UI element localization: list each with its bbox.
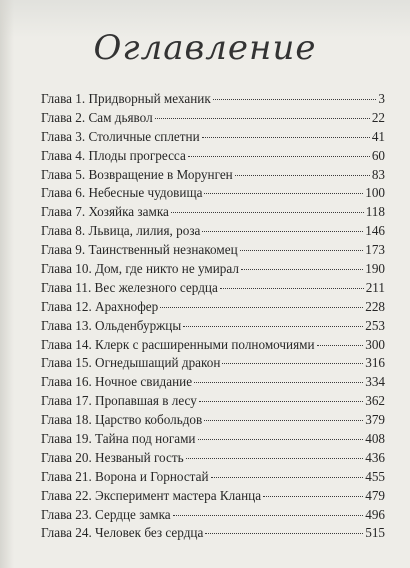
toc-entry-page: 408 — [365, 431, 385, 447]
dot-leader — [202, 137, 370, 138]
toc-entry-title: Глава 9. Таинственный незнакомец — [41, 242, 238, 258]
dot-leader — [173, 515, 364, 516]
toc-entry-page: 316 — [365, 355, 385, 371]
toc-entry — [41, 354, 385, 373]
toc-entry-title: Глава 11. Вес железного сердца — [41, 279, 218, 295]
toc-entry — [41, 279, 385, 298]
toc-entry — [41, 203, 385, 222]
toc-entry — [41, 147, 385, 166]
toc-entry — [41, 109, 385, 128]
toc-entry — [41, 184, 385, 203]
toc-entry-title: Глава 22. Эксперимент мастера Кланца — [41, 487, 262, 503]
toc-entry-page: 100 — [365, 185, 385, 201]
toc-entry — [41, 222, 385, 241]
toc-entry-title: Глава 16. Ночное свидание — [41, 374, 193, 390]
toc-entry-page: 60 — [371, 147, 385, 163]
toc-entry — [41, 336, 385, 355]
toc-entry — [41, 524, 385, 543]
toc-entry — [41, 411, 385, 430]
toc-entry-title: Глава 14. Клерк с расширенными полномочиями — [41, 336, 315, 352]
toc-entry — [41, 430, 385, 449]
toc-entry-page: 479 — [365, 487, 385, 503]
dot-leader — [186, 458, 364, 459]
toc-entry — [41, 468, 385, 487]
toc-entry-title: Глава 18. Царство кобольдов — [41, 412, 203, 428]
toc-entry-title: Глава 19. Тайна под ногами — [41, 431, 196, 447]
toc-entry — [41, 449, 385, 468]
toc-entry-page: 300 — [365, 336, 385, 352]
toc-entry-title: Глава 1. Придворный механик — [41, 91, 211, 106]
page-edge-shadow — [0, 0, 14, 568]
toc-entry — [41, 90, 385, 109]
dot-leader — [235, 175, 370, 176]
toc-entry-page: 83 — [371, 166, 385, 182]
toc-entry-title: Глава 5. Возвращение в Морунген — [41, 166, 233, 182]
toc-entry-page: 496 — [365, 506, 385, 522]
toc-entry-title: Глава 23. Сердце замка — [41, 506, 171, 522]
dot-leader — [198, 439, 364, 440]
toc-entry-page: 436 — [365, 449, 385, 465]
toc-entry-title: Глава 20. Незваный гость — [41, 449, 184, 465]
toc-entry-title: Глава 6. Небесные чудовища — [41, 185, 203, 201]
toc-entry-title: Глава 15. Огнедышащий дракон — [41, 355, 221, 371]
dot-leader — [205, 533, 363, 534]
toc-entry-title: Глава 2. Сам дьявол — [41, 109, 153, 125]
toc-entry — [41, 317, 385, 336]
toc-entry — [41, 373, 385, 392]
toc-entry-title: Глава 21. Ворона и Горностай — [41, 468, 209, 484]
toc-entry-title: Глава 3. Столичные сплетни — [41, 128, 200, 144]
toc-entry-page: 211 — [365, 279, 385, 295]
toc-entry-page: 41 — [371, 128, 385, 144]
toc-entry — [41, 487, 385, 506]
dot-leader — [241, 269, 363, 270]
toc-entry-page: 22 — [371, 109, 385, 125]
dot-leader — [202, 231, 363, 232]
toc-entry — [41, 506, 385, 525]
dot-leader — [263, 496, 363, 497]
toc-entry-page: 146 — [365, 223, 385, 239]
toc-entry-page: 334 — [365, 374, 385, 390]
toc-entry-page: 173 — [365, 242, 385, 258]
toc-entry — [41, 241, 385, 260]
toc-entry-page: 190 — [365, 261, 385, 277]
toc-entry-page: 118 — [365, 204, 385, 220]
toc-entry-page: 362 — [365, 393, 385, 409]
toc-entry-title: Глава 12. Арахнофер — [41, 298, 159, 314]
toc-entry — [41, 298, 385, 317]
dot-leader — [199, 401, 363, 402]
toc-entry-title: Глава 24. Человек без сердца — [41, 525, 204, 541]
dot-leader — [211, 477, 364, 478]
dot-leader — [240, 250, 364, 251]
page-title: Оглавление — [93, 28, 317, 68]
toc-entry-title: Глава 13. Ольденбуржцы — [41, 317, 182, 333]
dot-leader — [194, 382, 363, 383]
toc-entry-page: 379 — [365, 412, 385, 428]
dot-leader — [220, 288, 364, 289]
toc-entry-page: 228 — [365, 298, 385, 314]
dot-leader — [222, 363, 363, 364]
toc-entry-page: 253 — [365, 317, 385, 333]
dot-leader — [204, 193, 363, 194]
dot-leader — [317, 345, 364, 346]
toc-entry-page: 455 — [365, 468, 385, 484]
toc-entry-page: 515 — [365, 525, 385, 541]
toc-entry — [41, 166, 385, 185]
toc-entry — [41, 260, 385, 279]
table-of-contents — [41, 90, 385, 543]
dot-leader — [160, 307, 363, 308]
dot-leader — [213, 99, 377, 100]
toc-entry — [41, 128, 385, 147]
toc-entry-title: Глава 17. Пропавшая в лесу — [41, 393, 197, 409]
toc-entry-title: Глава 4. Плоды прогресса — [41, 147, 186, 163]
toc-entry-title: Глава 8. Львица, лилия, роза — [41, 223, 201, 239]
dot-leader — [188, 156, 370, 157]
dot-leader — [155, 118, 370, 119]
dot-leader — [183, 326, 363, 327]
dot-leader — [171, 212, 364, 213]
toc-entry-page: 3 — [378, 91, 385, 106]
dot-leader — [204, 420, 363, 421]
toc-entry-title: Глава 10. Дом, где никто не умирал — [41, 261, 239, 277]
toc-entry-title: Глава 7. Хозяйка замка — [41, 204, 169, 220]
toc-entry — [41, 392, 385, 411]
